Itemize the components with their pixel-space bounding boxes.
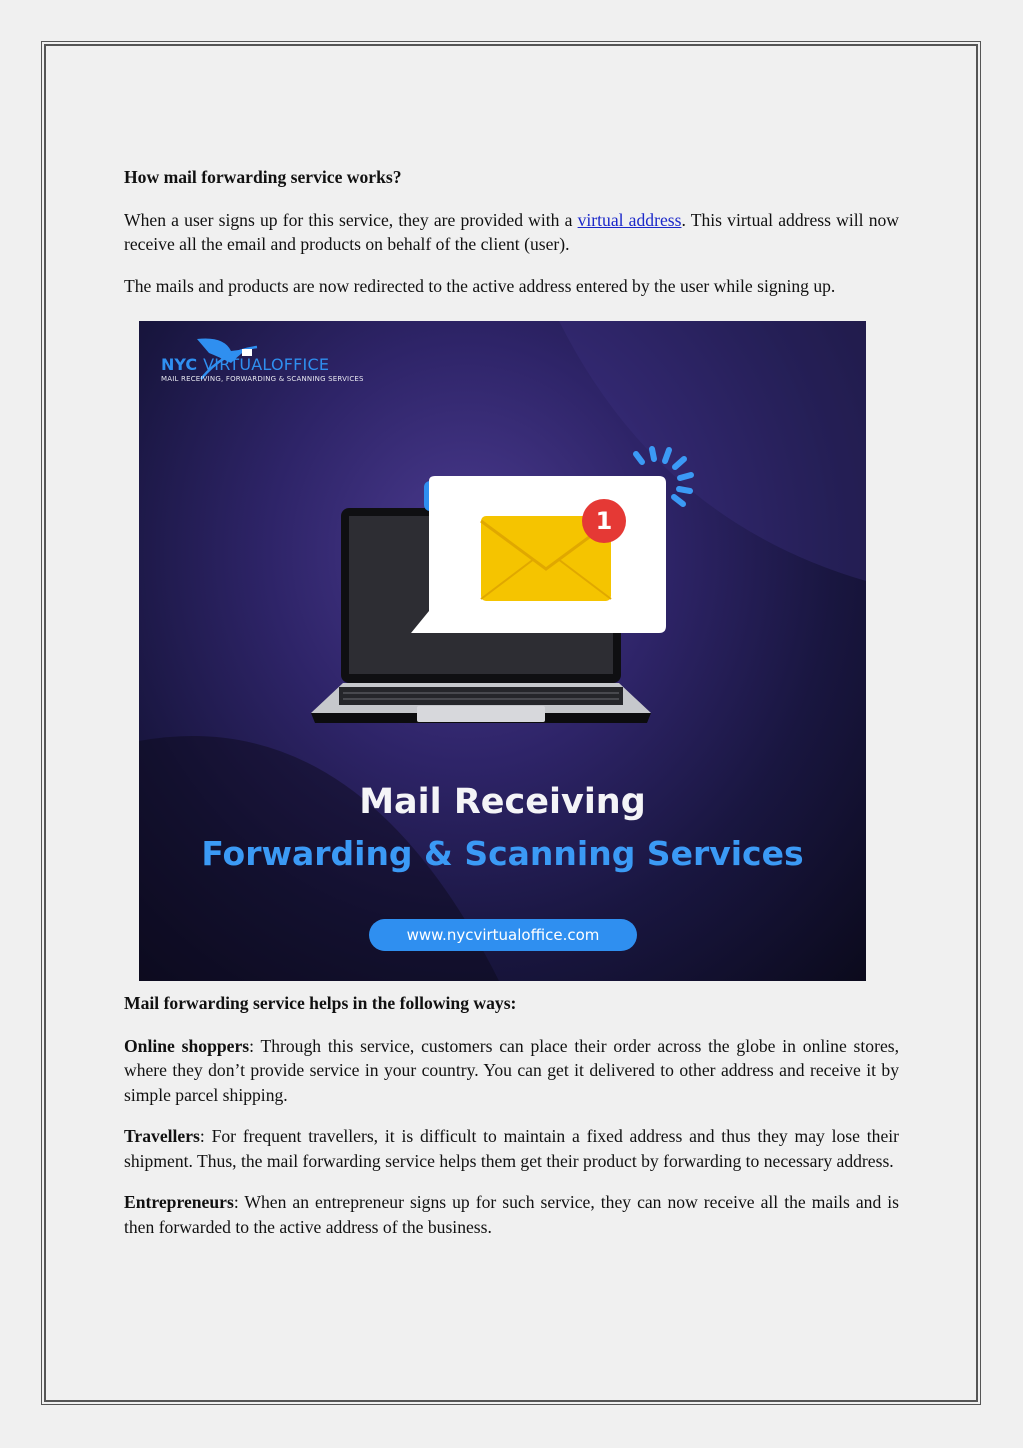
logo-brand: VIRTUALOFFICE (203, 355, 330, 374)
paragraph-redirect: The mails and products are now redirected to the active address entered by the user while signing up. (124, 275, 836, 296)
banner-illustration (139, 321, 866, 981)
benefit-term: Travellers (124, 1126, 200, 1146)
section-heading: How mail forwarding service works? (124, 167, 402, 187)
notification-count: 1 (595, 507, 613, 535)
benefit-entrepreneurs (124, 1190, 899, 1239)
paragraph-intro-text-end: . This virtual address will now receive all the email and products on behalf of the client (user). (124, 209, 899, 254)
benefit-text: : Through this service, customers can place their order across the globe in online stores, where they don’t provide service in your country. You can get it delivered to other address and receive it by simple parcel shipping. (124, 1035, 899, 1105)
paragraph-intro (124, 208, 899, 257)
section-mail-forwarding-how (124, 165, 899, 298)
benefit-term: Entrepreneurs (124, 1192, 234, 1212)
logo-nyc: NYC (161, 355, 198, 374)
virtual-address-link[interactable]: virtual address (577, 209, 682, 230)
banner-title-line1: Mail Receiving (359, 782, 646, 822)
benefit-travellers (124, 1124, 899, 1173)
benefit-online-shoppers (124, 1034, 899, 1108)
logo (161, 355, 364, 383)
banner-title-line2: Forwarding & Scanning Services (201, 834, 804, 873)
paragraph-intro-text: When a user signs up for this service, they are provided with a (124, 209, 578, 230)
benefit-text: : When an entrepreneur signs up for such service, they can now receive all the mails and is then forwarded to the active address of the business. (124, 1192, 899, 1237)
benefit-text: : For frequent travellers, it is difficult to maintain a fixed address and thus they may lose their shipment. Thus, the mail forwarding service helps them get their product by forwarding to necessary address. (124, 1126, 899, 1171)
section-heading-benefits: Mail forwarding service helps in the following ways: (124, 993, 517, 1013)
benefit-term: Online shoppers (124, 1035, 250, 1056)
banner-url: www.nycvirtualoffice.com (406, 926, 600, 944)
banner-image (139, 321, 866, 981)
logo-tagline: MAIL RECEIVING, FORWARDING & SCANNING SERVICES (161, 375, 364, 383)
section-benefits (124, 991, 899, 1239)
